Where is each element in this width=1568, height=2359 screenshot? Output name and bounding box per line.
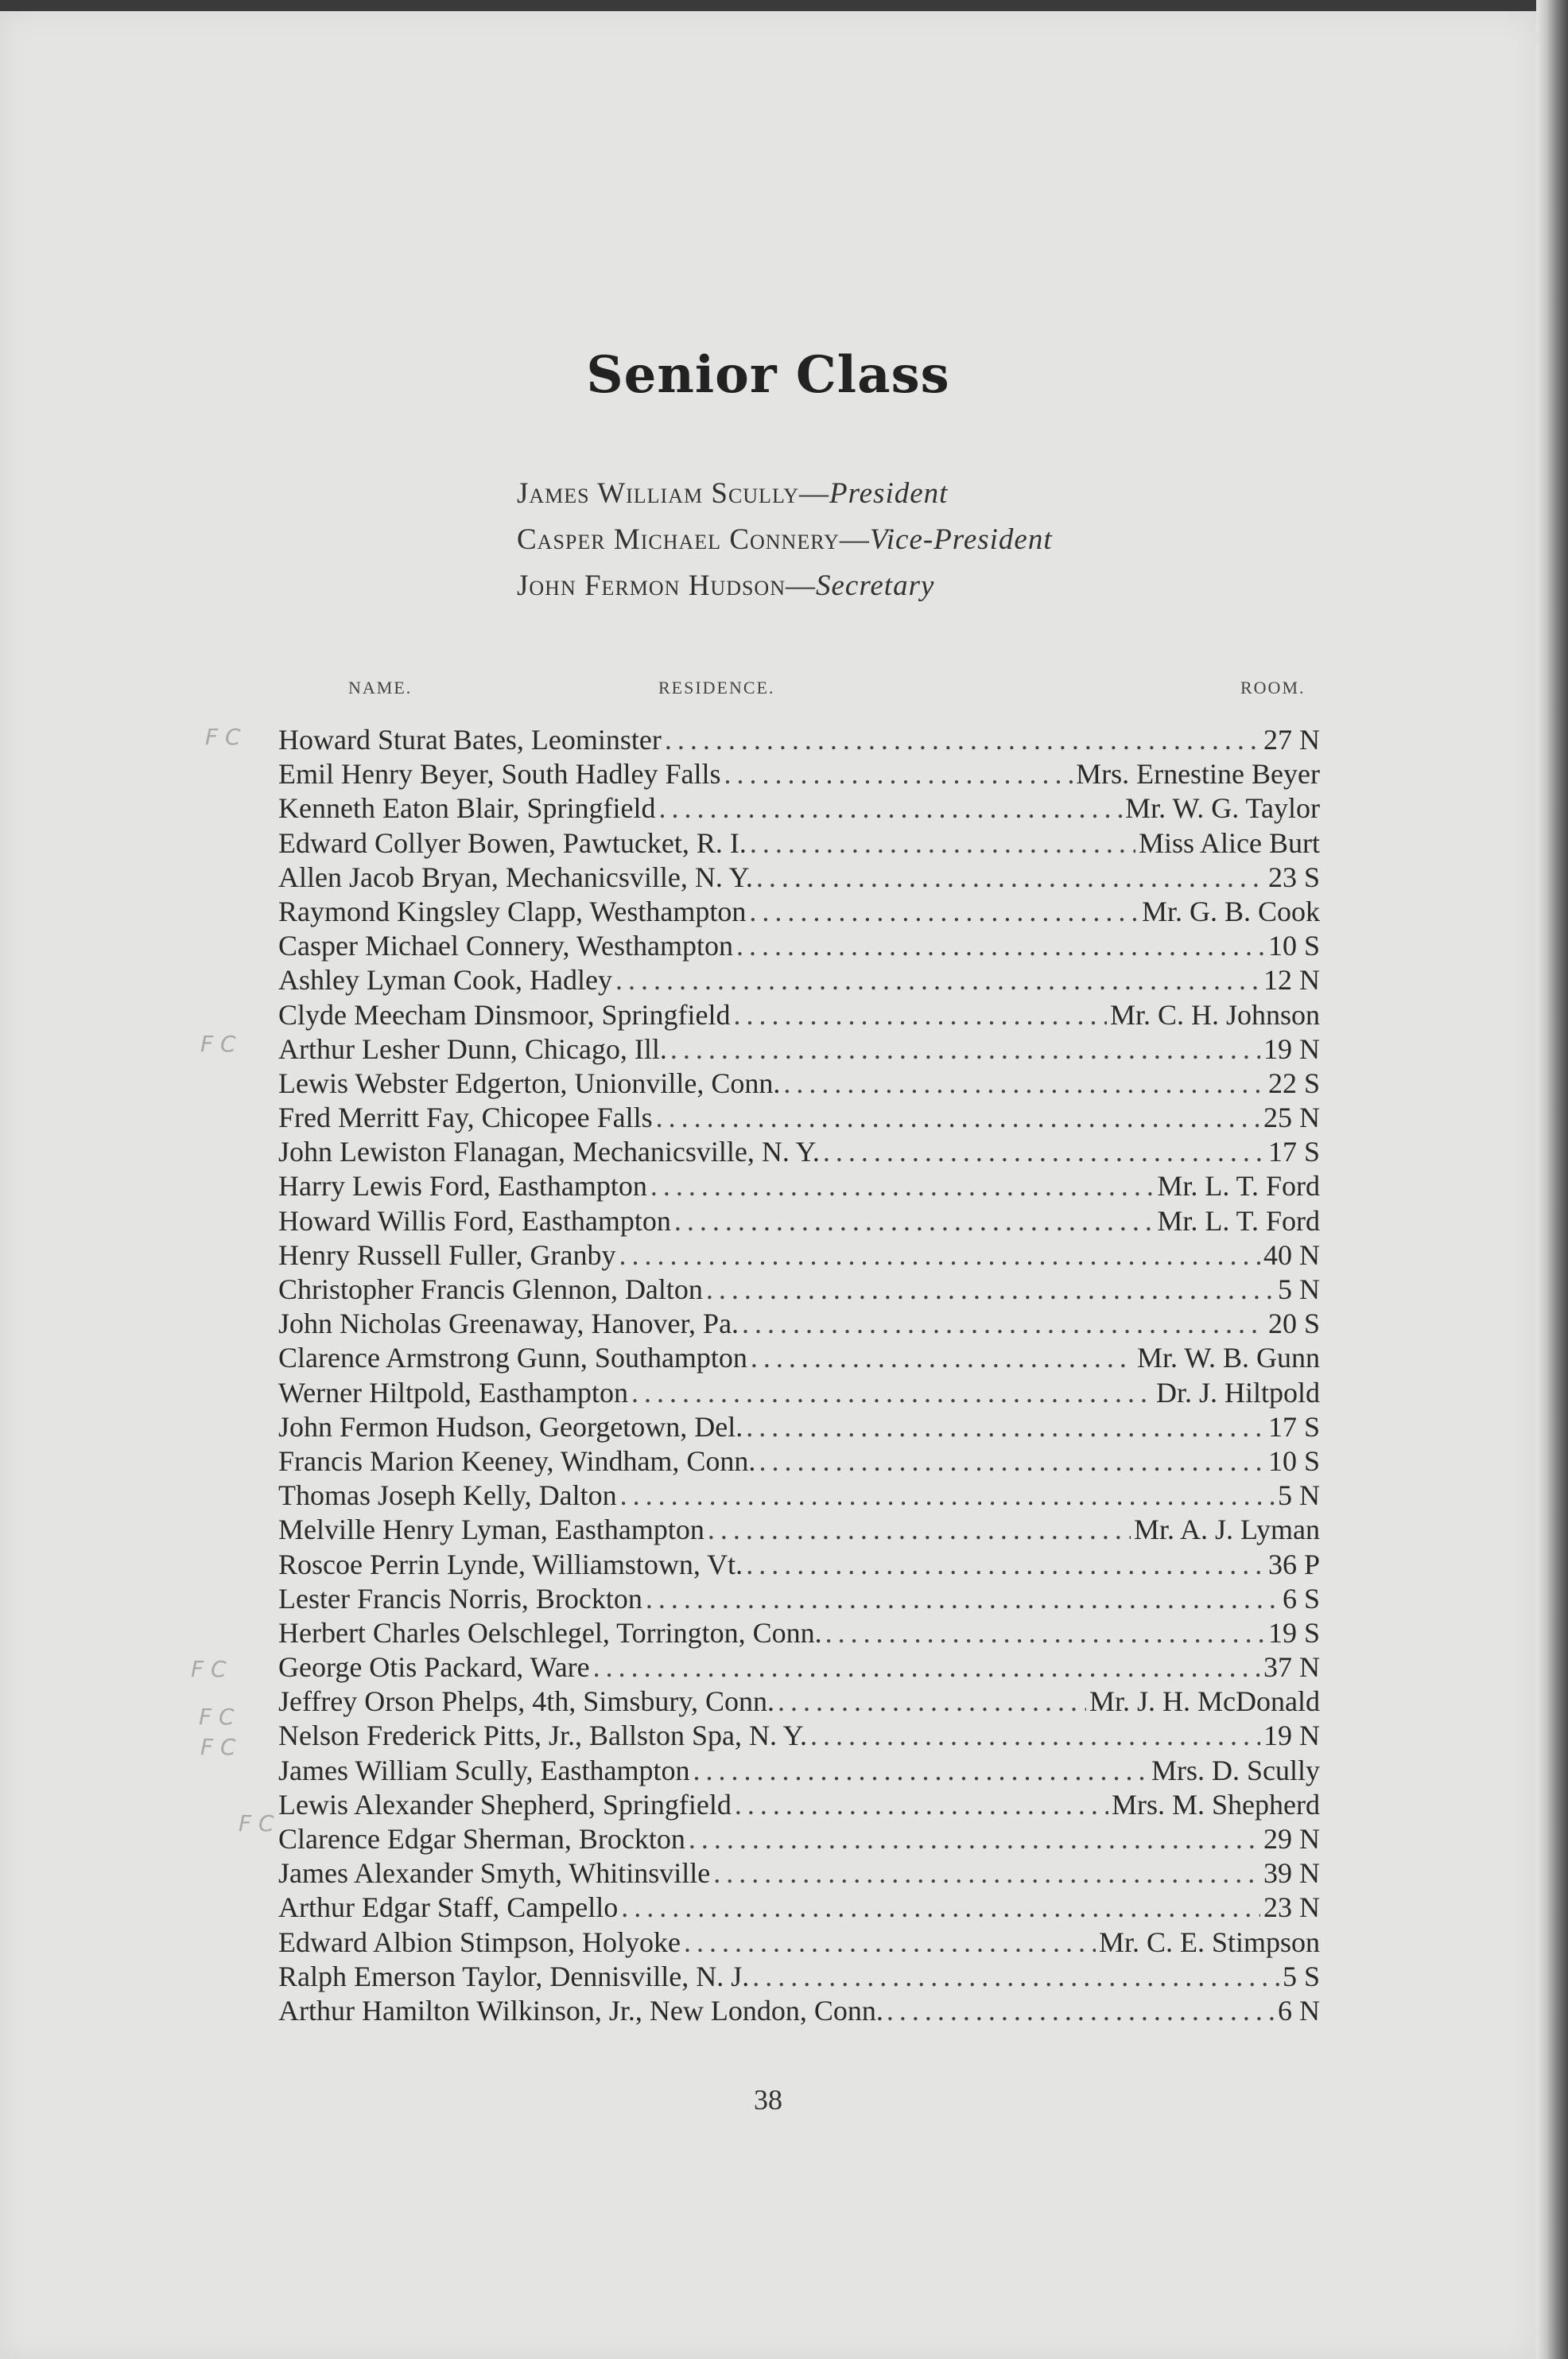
dot-leader bbox=[693, 1754, 1148, 1787]
document-page bbox=[0, 11, 1536, 2359]
student-row bbox=[278, 1341, 1320, 1375]
dot-leader bbox=[756, 861, 1265, 894]
student-row bbox=[278, 1650, 1320, 1685]
student-room: Mrs. Ernestine Beyer bbox=[1076, 758, 1320, 791]
student-row bbox=[278, 1788, 1320, 1822]
student-name-residence: Thomas Joseph Kelly, Dalton bbox=[278, 1479, 617, 1512]
student-row bbox=[278, 1204, 1320, 1238]
officer-name: John Fermon Hudson bbox=[517, 569, 786, 602]
student-room: 39 N bbox=[1263, 1857, 1320, 1890]
student-name-residence: Clyde Meecham Dinsmoor, Springfield bbox=[278, 998, 731, 1031]
student-room: Mr. A. J. Lyman bbox=[1133, 1514, 1320, 1546]
dot-leader bbox=[735, 1788, 1108, 1821]
page-number: 38 bbox=[754, 2084, 782, 2116]
margin-annotation: F C bbox=[191, 1656, 227, 1682]
student-room: Mr. C. E. Stimpson bbox=[1098, 1926, 1320, 1958]
dot-leader bbox=[887, 1994, 1275, 2027]
student-name-residence: Jeffrey Orson Phelps, 4th, Simsbury, Conn. bbox=[278, 1685, 774, 1718]
dot-leader bbox=[823, 1135, 1265, 1168]
student-name-residence: Ralph Emerson Taylor, Dennisville, N. J. bbox=[278, 1960, 750, 1992]
student-name-residence: Melville Henry Lyman, Easthampton bbox=[278, 1514, 704, 1546]
column-header-residence: RESIDENCE. bbox=[658, 678, 775, 698]
student-room: 22 S bbox=[1267, 1067, 1320, 1099]
officer-role: Secretary bbox=[816, 569, 935, 602]
student-name-residence: Nelson Frederick Pitts, Jr., Ballston Spa, N. Y. bbox=[278, 1720, 807, 1752]
student-room: 10 S bbox=[1267, 930, 1320, 962]
student-name-residence: Arthur Hamilton Wilkinson, Jr., New London, Conn. bbox=[278, 1994, 883, 2027]
margin-annotation: F C bbox=[200, 1031, 236, 1057]
dot-leader bbox=[620, 1479, 1275, 1512]
student-room: 23 N bbox=[1263, 1891, 1320, 1924]
dot-leader bbox=[724, 757, 1073, 791]
student-room: 5 S bbox=[1282, 1960, 1320, 1992]
margin-annotation: F C bbox=[199, 1704, 235, 1730]
student-row bbox=[278, 1548, 1320, 1582]
officer-president: James William Scully—President bbox=[517, 477, 949, 510]
student-row bbox=[278, 1307, 1320, 1341]
student-room: 19 N bbox=[1263, 1032, 1320, 1065]
officer-role: President bbox=[829, 477, 949, 510]
student-row bbox=[278, 1101, 1320, 1135]
margin-annotation: F C bbox=[205, 724, 241, 750]
student-row bbox=[278, 1856, 1320, 1891]
dot-leader bbox=[650, 1169, 1154, 1203]
student-name-residence: Roscoe Perrin Lynde, Williamstown, Vt. bbox=[278, 1548, 743, 1580]
student-room: Mr. W. G. Taylor bbox=[1125, 792, 1320, 825]
column-header-room: ROOM. bbox=[1240, 678, 1306, 698]
student-name-residence: Howard Willis Ford, Easthampton bbox=[278, 1204, 671, 1237]
dot-leader bbox=[631, 1376, 1153, 1409]
student-row bbox=[278, 1444, 1320, 1479]
dot-leader bbox=[621, 1891, 1260, 1924]
student-row bbox=[278, 998, 1320, 1032]
student-name-residence: Arthur Lesher Dunn, Chicago, Ill. bbox=[278, 1032, 667, 1065]
dot-leader bbox=[810, 1719, 1260, 1752]
student-name-residence: Casper Michael Connery, Westhampton bbox=[278, 930, 733, 962]
student-room: Miss Alice Burt bbox=[1138, 826, 1320, 859]
student-row bbox=[278, 1032, 1320, 1067]
student-name-residence: Fred Merritt Fay, Chicopee Falls bbox=[278, 1102, 653, 1134]
dot-leader bbox=[751, 1341, 1134, 1374]
student-name-residence: Howard Sturat Bates, Leominster bbox=[278, 724, 662, 756]
student-row bbox=[278, 929, 1320, 963]
student-row bbox=[278, 1719, 1320, 1753]
student-room: 6 S bbox=[1282, 1582, 1320, 1615]
margin-annotation: F C bbox=[239, 1810, 274, 1836]
student-room: Mr. L. T. Ford bbox=[1157, 1170, 1320, 1203]
officer-secretary: John Fermon Hudson—Secretary bbox=[517, 569, 935, 602]
dot-leader bbox=[619, 1238, 1261, 1272]
student-room: Mr. C. H. Johnson bbox=[1109, 998, 1320, 1031]
student-row bbox=[278, 1926, 1320, 1960]
student-name-residence: Ashley Lyman Cook, Hadley bbox=[278, 964, 612, 997]
dot-leader bbox=[670, 1032, 1260, 1066]
student-name-residence: James William Scully, Easthampton bbox=[278, 1754, 690, 1786]
student-name-residence: George Otis Packard, Ware bbox=[278, 1651, 590, 1684]
dot-leader bbox=[658, 791, 1122, 825]
dot-leader bbox=[746, 1548, 1265, 1581]
student-room: Mrs. M. Shepherd bbox=[1112, 1788, 1320, 1821]
dot-leader bbox=[674, 1204, 1154, 1238]
student-row bbox=[278, 1616, 1320, 1650]
dot-leader bbox=[759, 1444, 1265, 1478]
student-room: 27 N bbox=[1263, 724, 1320, 756]
officer-name: Casper Michael Connery bbox=[517, 523, 840, 556]
student-name-residence: James Alexander Smyth, Whitinsville bbox=[278, 1857, 711, 1890]
student-row bbox=[278, 1513, 1320, 1547]
student-roster bbox=[278, 723, 1320, 2028]
student-room: 6 N bbox=[1278, 1994, 1320, 2027]
student-row bbox=[278, 1067, 1320, 1101]
student-room: 36 P bbox=[1267, 1548, 1320, 1580]
dot-leader bbox=[749, 895, 1139, 928]
officer-vice-president: Casper Michael Connery—Vice-President bbox=[517, 523, 1053, 556]
student-row bbox=[278, 1685, 1320, 1719]
student-name-residence: Clarence Armstrong Gunn, Southampton bbox=[278, 1342, 747, 1374]
student-room: 19 S bbox=[1267, 1616, 1320, 1649]
student-row bbox=[278, 757, 1320, 791]
student-room: Mr. L. T. Ford bbox=[1157, 1204, 1320, 1237]
student-row bbox=[278, 1169, 1320, 1203]
student-row bbox=[278, 723, 1320, 757]
officer-name: James William Scully bbox=[517, 477, 799, 510]
student-room: 17 S bbox=[1267, 1136, 1320, 1168]
student-row bbox=[278, 861, 1320, 895]
student-name-residence: Herbert Charles Oelschlegel, Torrington, Conn. bbox=[278, 1616, 822, 1649]
student-room: 5 N bbox=[1278, 1273, 1320, 1305]
dot-leader bbox=[746, 1410, 1265, 1444]
student-name-residence: John Fermon Hudson, Georgetown, Del. bbox=[278, 1410, 743, 1443]
student-room: 37 N bbox=[1263, 1651, 1320, 1684]
dot-leader bbox=[615, 963, 1260, 997]
student-name-residence: Lewis Alexander Shepherd, Springfield bbox=[278, 1788, 732, 1821]
student-row bbox=[278, 1135, 1320, 1169]
student-row bbox=[278, 1238, 1320, 1273]
student-name-residence: Allen Jacob Bryan, Mechanicsville, N. Y. bbox=[278, 861, 753, 893]
page-title: Senior Class bbox=[586, 345, 950, 405]
student-name-residence: Henry Russell Fuller, Granby bbox=[278, 1238, 616, 1271]
student-name-residence: Harry Lewis Ford, Easthampton bbox=[278, 1170, 647, 1203]
student-name-residence: Emil Henry Beyer, South Hadley Falls bbox=[278, 758, 721, 791]
dot-leader bbox=[742, 1307, 1265, 1340]
student-name-residence: John Nicholas Greenaway, Hanover, Pa. bbox=[278, 1308, 739, 1340]
column-header-name: NAME. bbox=[348, 678, 413, 698]
student-row bbox=[278, 1994, 1320, 2028]
dot-leader bbox=[752, 1960, 1279, 1993]
student-row bbox=[278, 1273, 1320, 1307]
dot-leader bbox=[646, 1582, 1279, 1615]
dot-leader bbox=[825, 1616, 1265, 1650]
student-name-residence: Raymond Kingsley Clapp, Westhampton bbox=[278, 895, 747, 927]
student-row bbox=[278, 1410, 1320, 1444]
student-room: 29 N bbox=[1263, 1823, 1320, 1855]
student-room: Mr. J. H. McDonald bbox=[1089, 1685, 1320, 1718]
student-name-residence: Francis Marion Keeney, Windham, Conn. bbox=[278, 1444, 756, 1477]
dot-leader bbox=[706, 1273, 1275, 1306]
page-edge-shadow bbox=[1536, 0, 1568, 2359]
dot-leader bbox=[783, 1067, 1265, 1100]
dot-leader bbox=[736, 929, 1265, 962]
student-room: 40 N bbox=[1263, 1238, 1320, 1271]
student-name-residence: John Lewiston Flanagan, Mechanicsville, N. Y. bbox=[278, 1136, 820, 1168]
student-name-residence: Kenneth Eaton Blair, Springfield bbox=[278, 792, 656, 825]
student-name-residence: Edward Collyer Bowen, Pawtucket, R. I. bbox=[278, 826, 747, 859]
student-room: 20 S bbox=[1267, 1308, 1320, 1340]
dot-leader bbox=[778, 1685, 1086, 1718]
student-name-residence: Christopher Francis Glennon, Dalton bbox=[278, 1273, 703, 1305]
dot-leader bbox=[665, 723, 1260, 756]
student-name-residence: Edward Albion Stimpson, Holyoke bbox=[278, 1926, 681, 1958]
student-room: 12 N bbox=[1263, 964, 1320, 997]
student-room: Mr. W. B. Gunn bbox=[1136, 1342, 1320, 1374]
student-row bbox=[278, 1891, 1320, 1925]
student-room: Mrs. D. Scully bbox=[1151, 1754, 1320, 1786]
student-room: 23 S bbox=[1267, 861, 1320, 893]
student-room: 17 S bbox=[1267, 1410, 1320, 1443]
student-row bbox=[278, 1960, 1320, 1994]
student-room: Mr. G. B. Cook bbox=[1141, 895, 1320, 927]
student-row bbox=[278, 1376, 1320, 1410]
dot-leader bbox=[708, 1513, 1131, 1546]
dot-leader bbox=[684, 1926, 1096, 1959]
student-name-residence: Werner Hiltpold, Easthampton bbox=[278, 1376, 628, 1409]
student-room: 10 S bbox=[1267, 1444, 1320, 1477]
student-row bbox=[278, 895, 1320, 929]
student-row bbox=[278, 1582, 1320, 1616]
student-name-residence: Arthur Edgar Staff, Campello bbox=[278, 1891, 619, 1924]
student-name-residence: Clarence Edgar Sherman, Brockton bbox=[278, 1823, 685, 1855]
dot-leader bbox=[689, 1822, 1260, 1856]
student-row bbox=[278, 1822, 1320, 1856]
student-row bbox=[278, 791, 1320, 826]
student-row bbox=[278, 1479, 1320, 1513]
dot-leader bbox=[733, 998, 1106, 1032]
dot-leader bbox=[656, 1101, 1260, 1134]
student-name-residence: Lester Francis Norris, Brockton bbox=[278, 1582, 642, 1615]
student-room: Dr. J. Hiltpold bbox=[1155, 1376, 1320, 1409]
student-row bbox=[278, 1754, 1320, 1788]
dot-leader bbox=[593, 1650, 1260, 1684]
student-room: 19 N bbox=[1263, 1720, 1320, 1752]
student-room: 25 N bbox=[1263, 1102, 1320, 1134]
dot-leader bbox=[750, 826, 1135, 860]
student-name-residence: Lewis Webster Edgerton, Unionville, Conn. bbox=[278, 1067, 781, 1099]
dot-leader bbox=[713, 1856, 1260, 1890]
officer-role: Vice-President bbox=[869, 523, 1053, 556]
student-row bbox=[278, 826, 1320, 861]
margin-annotation: F C bbox=[200, 1734, 236, 1760]
student-room: 5 N bbox=[1278, 1479, 1320, 1512]
student-row bbox=[278, 963, 1320, 997]
